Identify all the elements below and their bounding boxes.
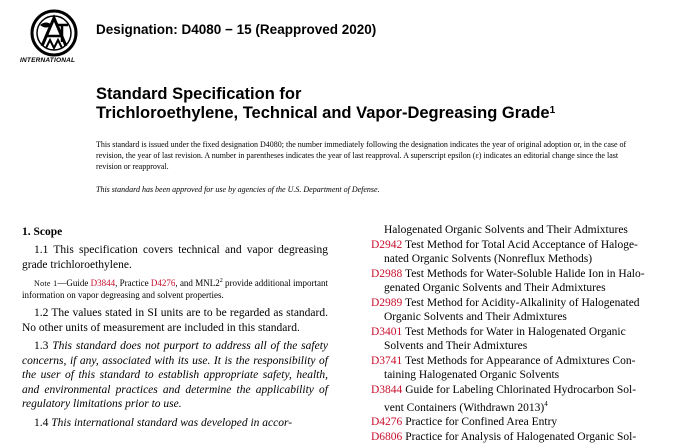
left-column	[22, 225, 328, 430]
paragraph-1-4	[22, 416, 328, 431]
approval-statement: This standard has been approved for use by agencies of the U.S. Department of Defense.	[96, 185, 380, 194]
note-link-d3844[interactable]: D3844	[90, 278, 116, 288]
note-post: , and MNL2	[175, 278, 220, 288]
reference-link-d3401[interactable]: D3401	[371, 325, 403, 338]
reference-item	[371, 325, 676, 354]
note-1	[22, 276, 328, 301]
paragraph-1-3	[22, 339, 328, 412]
reference-text-cont: taining Halogenated Organic Solvents	[384, 369, 560, 381]
referenced-documents	[371, 223, 676, 444]
paragraph-1-1: 1.1 This specification covers technical and vapor degreasing grade trichloroethylene.	[22, 244, 328, 271]
paragraph-1-4-number: 1.4	[34, 416, 52, 429]
note-pre: —Guide	[57, 278, 91, 288]
reference-text-cont: Solvents and Their Admixtures	[384, 340, 528, 352]
reference-item	[371, 296, 676, 325]
issuance-notice: This standard is issued under the fixed designation D4080; the number immediately following the designation indicates the year of original adoption or, in the case of revision, the year of last revision. A number in parentheses indicates the year of last reapproval. A superscript epsilon (ε) indicates an editorial change since the last revision or reapproval.	[96, 140, 627, 171]
reference-text-cont: Organic Solvents and Their Admixtures	[384, 311, 567, 323]
title-text: Trichloroethylene, Technical and Vapor-Degreasing Grade	[96, 104, 550, 122]
paragraph-1-3-number: 1.3	[34, 340, 53, 352]
reference-text: Guide for Labeling Chlorinated Hydrocarbon Sol-	[402, 383, 637, 396]
note-label: Note 1	[34, 279, 58, 288]
scope-heading: 1. Scope	[22, 226, 63, 238]
logo-caption: INTERNATIONAL	[20, 57, 76, 64]
reference-item	[371, 415, 676, 430]
reference-link-d4276[interactable]: D4276	[371, 416, 403, 429]
document-title	[96, 85, 555, 123]
reference-item	[371, 354, 676, 383]
note-tail: provide additional important information on vapor degreasing and solvent properties.	[22, 278, 329, 300]
reference-link-d2988[interactable]: D2988	[371, 267, 403, 280]
reference-item	[371, 430, 676, 444]
reference-text-cont: vent Containers (Withdrawn 2013)	[384, 401, 545, 414]
note-mid: , Practice	[115, 278, 151, 288]
reference-item	[371, 238, 676, 267]
reference-lead	[371, 223, 676, 238]
reference-item	[371, 267, 676, 296]
reference-text: Test Method for Acidity-Alkalinity of Halogenated	[402, 296, 640, 309]
reference-link-d3844[interactable]: D3844	[371, 383, 403, 396]
reference-text: Test Method for Total Acid Acceptance of Haloge-	[402, 238, 638, 251]
note-link-d4276[interactable]: D4276	[150, 278, 176, 288]
astm-logo	[22, 8, 86, 64]
note-footnote-mark: 2	[219, 278, 223, 284]
reference-text: Practice for Confined Area Entry	[402, 416, 558, 429]
paragraph-1-4-text: This international standard was developed in accor-	[51, 416, 293, 429]
title-footnote-mark: 1	[549, 105, 556, 116]
reference-lead-text: Halogenated Organic Solvents and Their Admixtures	[384, 224, 628, 236]
reference-text: Test Methods for Water in Halogenated Organic	[402, 325, 626, 338]
title-line-2	[96, 104, 555, 123]
reference-text: Practice for Analysis of Halogenated Organic Sol-	[402, 430, 637, 443]
reference-link-d2989[interactable]: D2989	[371, 296, 403, 309]
paragraph-1-2: 1.2 The values stated in SI units are to be regarded as standard. No other units of measurement are included in this standard.	[22, 307, 328, 334]
title-line-1: Standard Specification for	[96, 85, 302, 103]
reference-text: Test Methods for Appearance of Admixtures Con-	[402, 354, 636, 367]
reference-text-cont: nated Organic Solvents (Nonreflux Methods)	[384, 253, 593, 265]
reference-text-cont: genated Organic Solvents and Their Admixtures	[384, 282, 606, 294]
reference-text: Test Methods for Water-Soluble Halide Ion in Halo-	[402, 267, 645, 280]
paragraph-1-3-text: This standard does not purport to address all of the safety concerns, if any, associated with its use. It is the responsibility of the user of this standard to establish appropriate safety, health, and environmental practices and determine the applicability of regulatory limitations prior to use.	[22, 340, 329, 410]
reference-item	[371, 383, 676, 416]
reference-link-d6806[interactable]: D6806	[371, 430, 403, 443]
reference-link-d3741[interactable]: D3741	[371, 354, 403, 367]
reference-link-d2942[interactable]: D2942	[371, 238, 403, 251]
reference-footnote-mark: 4	[544, 400, 548, 408]
designation: Designation: D4080 − 15 (Reapproved 2020)	[96, 22, 377, 37]
